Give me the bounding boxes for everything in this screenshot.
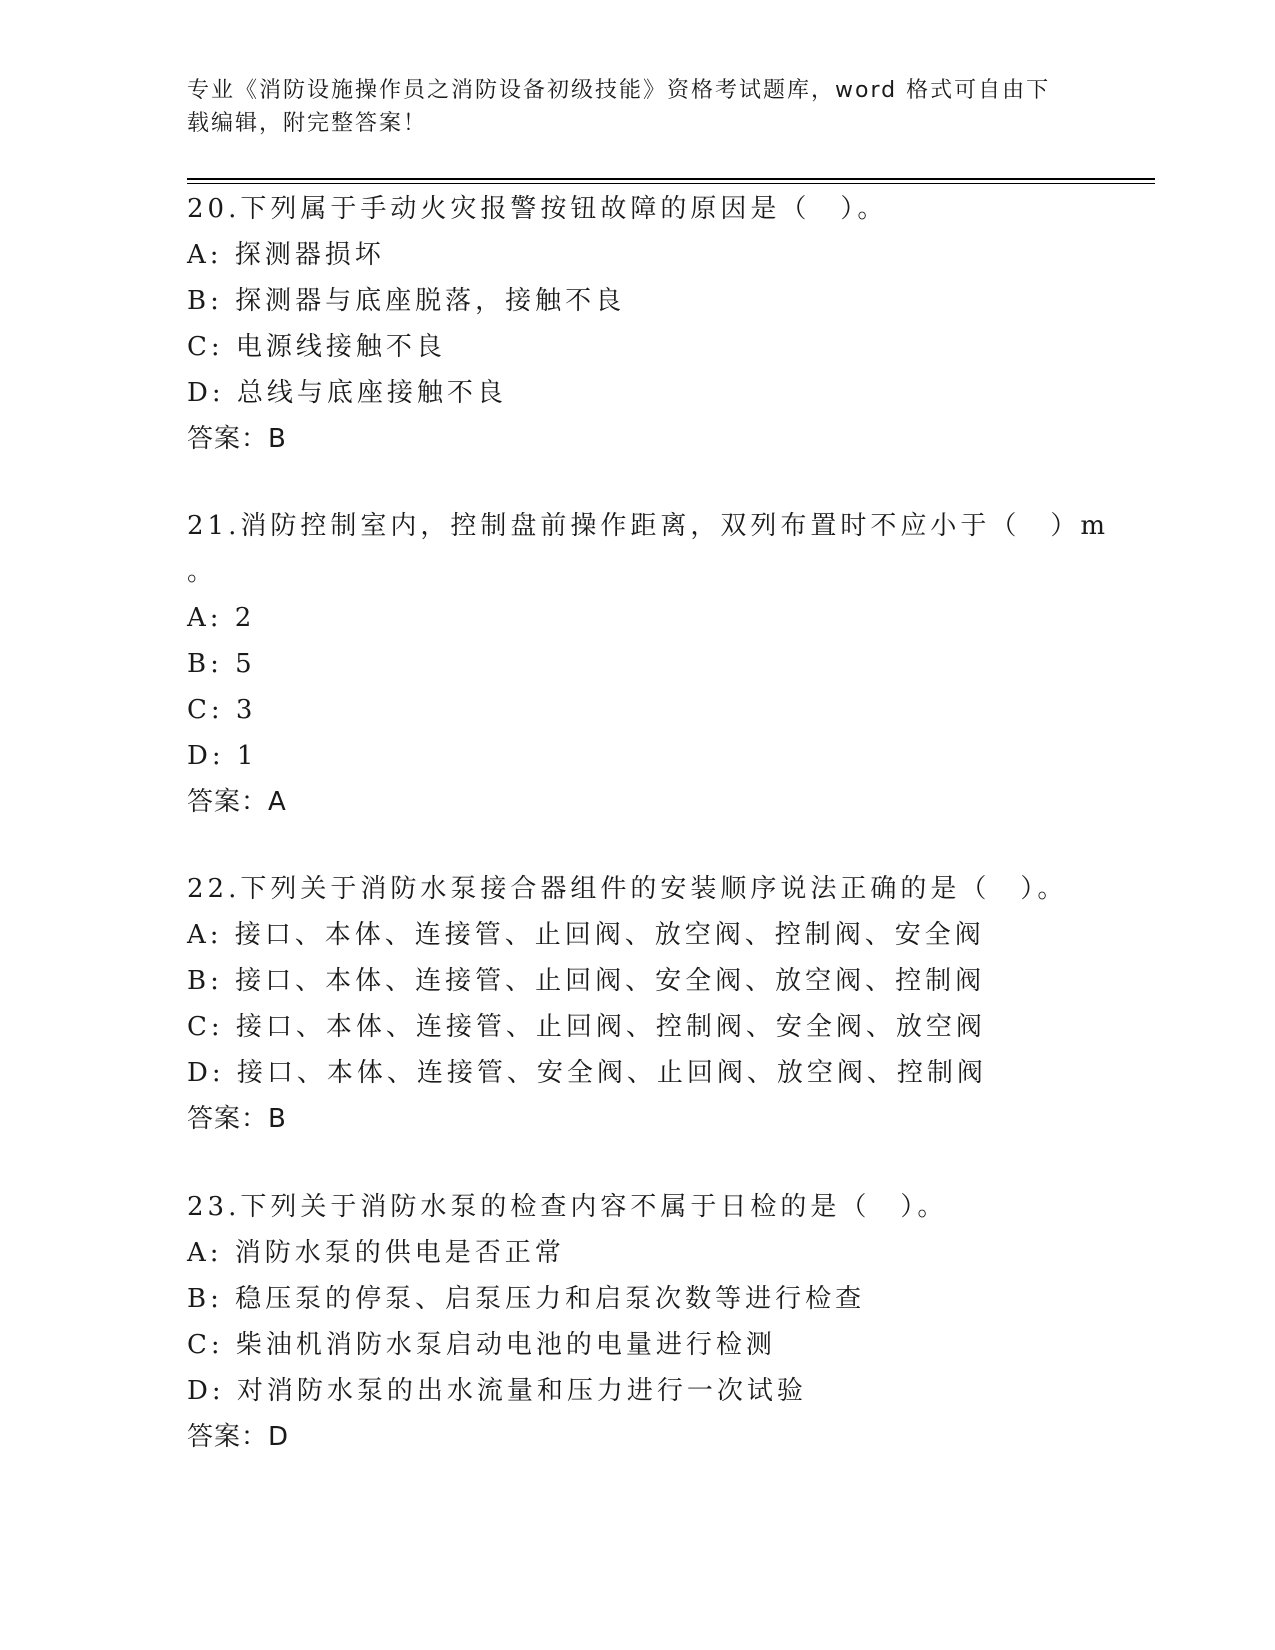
header-divider-thick <box>187 178 1155 180</box>
question-23 <box>187 1184 1087 1460</box>
option-b: B: 稳压泵的停泵、启泵压力和启泵次数等进行检查 <box>187 1284 866 1314</box>
question-stem: 20.下列属于手动火灾报警按钮故障的原因是（ ）。 <box>187 194 888 224</box>
option-b: B: 探测器与底座脱落，接触不良 <box>187 286 626 316</box>
option-d: D: 总线与底座接触不良 <box>187 378 507 408</box>
option-a: A: 消防水泵的供电是否正常 <box>187 1238 565 1268</box>
question-stem: 22.下列关于消防水泵接合器组件的安装顺序说法正确的是（ ）。 <box>187 874 1068 904</box>
question-stem: 21.消防控制室内，控制盘前操作距离，双列布置时不应小于（ ）m <box>187 511 1110 541</box>
option-a: A: 探测器损坏 <box>187 240 385 270</box>
option-c: C: 接口、本体、连接管、止回阀、控制阀、安全阀、放空阀 <box>187 1012 986 1042</box>
option-c: C: 3 <box>187 695 257 725</box>
option-a: A: 接口、本体、连接管、止回阀、放空阀、控制阀、安全阀 <box>187 920 985 950</box>
option-d: D: 1 <box>187 741 258 771</box>
answer: 答案：B <box>187 1104 287 1134</box>
option-c: C: 电源线接触不良 <box>187 332 446 362</box>
option-b: B: 接口、本体、连接管、止回阀、安全阀、放空阀、控制阀 <box>187 966 986 996</box>
option-c: C: 柴油机消防水泵启动电池的电量进行检测 <box>187 1330 776 1360</box>
question-stem: 23.下列关于消防水泵的检查内容不属于日检的是（ ）。 <box>187 1192 948 1222</box>
question-stem-continuation: 。 <box>187 557 218 587</box>
answer: 答案：D <box>187 1422 290 1452</box>
header-divider-thin <box>187 183 1155 184</box>
question-20 <box>187 186 1087 462</box>
option-d: D: 对消防水泵的出水流量和压力进行一次试验 <box>187 1376 807 1406</box>
answer: 答案：B <box>187 424 287 454</box>
question-22 <box>187 866 1087 1142</box>
question-21 <box>187 503 1110 825</box>
document-header <box>187 74 1087 140</box>
option-d: D: 接口、本体、连接管、安全阀、止回阀、放空阀、控制阀 <box>187 1058 987 1088</box>
header-line-2: 载编辑，附完整答案！ <box>187 111 428 136</box>
option-b: B: 5 <box>187 649 256 679</box>
answer: 答案：A <box>187 787 287 817</box>
header-line-1: 专业《消防设施操作员之消防设备初级技能》资格考试题库，word 格式可自由下 <box>187 78 1051 103</box>
option-a: A: 2 <box>187 603 256 633</box>
